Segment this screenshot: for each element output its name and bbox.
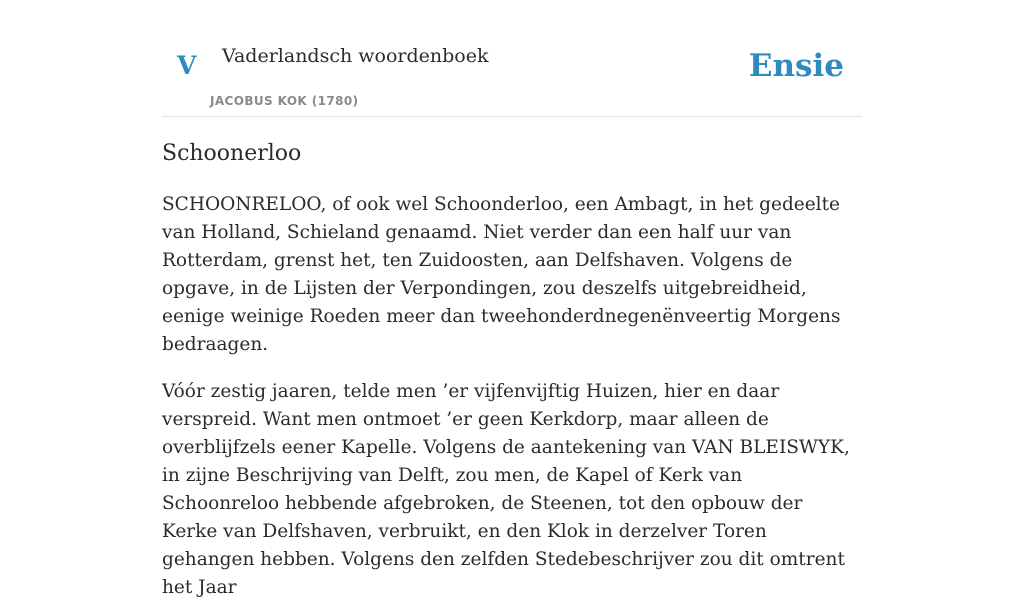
book-header	[162, 0, 862, 117]
book-letter-icon[interactable]: V	[177, 51, 197, 80]
entry-paragraph: SCHOONRELOO, of ook wel Schoonderloo, een Ambagt, in het gedeelte van Holland, Schieland genaamd. Niet verder dan een half uur van Rotterdam, grenst het, ten Zuidoosten, aan Delfshaven. Volgens de opgave, in de Lijsten der Verpondingen, zou deszelfs uitgebreidheid, eenige weinige Roeden meer dan tweehonderdnegenënveertig Morgens bedraagen.	[162, 193, 841, 355]
book-author: JACOBUS KOK (1780)	[210, 94, 359, 108]
book-title-link[interactable]: Vaderlandsch woordenboek	[222, 45, 489, 67]
entry-paragraph: Vóór zestig jaaren, telde men ’er vijfenvijftig Huizen, hier en daar verspreid. Want men ontmoet ’er geen Kerkdorp, maar alleen de overblijfzels eener Kapelle. Volgens de aantekening van VAN BLEISWYK, in zijne Beschrijving van Delft, zou men, de Kapel of Kerk van Schoonreloo hebbende afgebroken, de Steenen, tot den opbouw der Kerke van Delfshaven, verbruikt, en den Klok in derzelver Toren gehangen hebben. Volgens den zelfden Stedebeschrijver zou dit omtrent het Jaar	[162, 380, 850, 598]
ensie-logo[interactable]: Ensie	[748, 48, 844, 84]
entry-content	[162, 116, 862, 602]
entry-body	[162, 191, 862, 602]
entry-title: Schoonerloo	[162, 141, 302, 166]
